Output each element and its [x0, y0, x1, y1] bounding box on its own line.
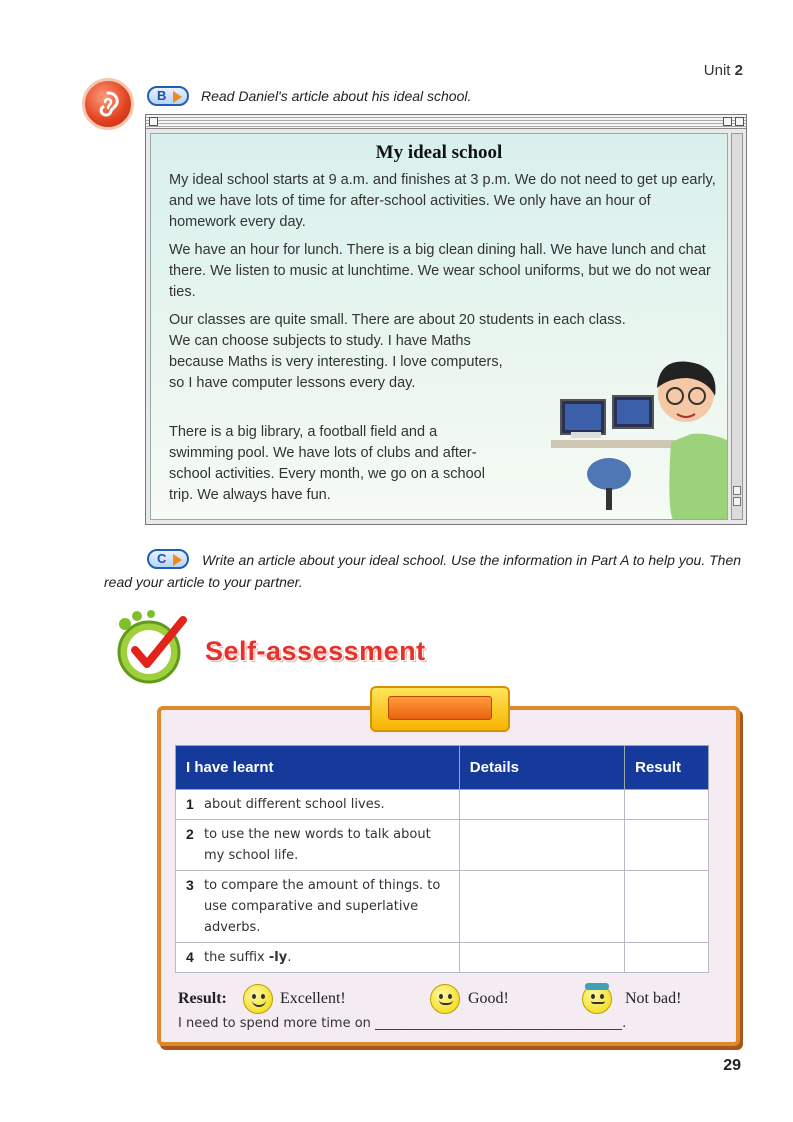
- self-assessment-table: [175, 745, 709, 973]
- page-number: 29: [723, 1057, 741, 1074]
- part-c-instruction: [104, 549, 749, 593]
- result-label: Result:: [178, 990, 227, 1007]
- close-box-icon[interactable]: [149, 117, 158, 126]
- window-titlebar: [146, 115, 746, 129]
- result-cell[interactable]: [625, 820, 709, 871]
- scroll-down-arrow-icon[interactable]: [733, 497, 741, 506]
- scroll-up-arrow-icon[interactable]: [733, 486, 741, 495]
- table-header-row: [176, 746, 709, 790]
- table-row: [176, 790, 709, 820]
- table-row: [176, 820, 709, 871]
- table-row: [176, 871, 709, 943]
- article-paragraph: We can choose subjects to study. I have Maths because Maths is very interesting. I love computers, so I have computer lessons every day.: [169, 333, 503, 391]
- rating-good: Good!: [468, 990, 509, 1007]
- article-paragraph: There is a big library, a football field and a swimming pool. We have lots of clubs and after-school activities. Every month, we go on a school trip. We always have fun.: [169, 424, 485, 503]
- header-details: Details: [459, 746, 624, 790]
- not-bad-face-icon[interactable]: [582, 984, 612, 1014]
- part-b-instruction: Read Daniel's article about his ideal school.: [201, 88, 472, 104]
- header-result: Result: [625, 746, 709, 790]
- part-c-instruction-text: Write an article about your ideal school. Use the information in Part A to help you. Then read your article to your partner.: [104, 552, 742, 590]
- details-cell[interactable]: [459, 871, 624, 943]
- article-content: [150, 133, 728, 520]
- details-cell[interactable]: [459, 820, 624, 871]
- zoom-box-icon[interactable]: [723, 117, 732, 126]
- checkmark-circle-icon: [111, 610, 193, 686]
- table-row: [176, 943, 709, 973]
- article-paragraph: My ideal school starts at 9 a.m. and finishes at 3 p.m. We do not need to get up early, and we have lots of time for after-school activities. We only have an hour of homework every day.: [169, 172, 716, 230]
- unit-label: [704, 62, 743, 79]
- unit-word: Unit: [703, 62, 731, 79]
- result-cell[interactable]: [625, 871, 709, 943]
- vertical-scrollbar[interactable]: [731, 133, 743, 520]
- part-b-letter: B: [157, 88, 167, 103]
- learnt-cell: 4 the suffix -ly.: [176, 943, 460, 973]
- result-cell[interactable]: [625, 790, 709, 820]
- learnt-cell: 2 to use the new words to talk about my school life.: [176, 820, 460, 871]
- header-i-have-learnt: I have learnt: [176, 746, 460, 790]
- fill-in-blank[interactable]: ______________________________________.: [375, 1016, 627, 1031]
- spend-more-time-line: I need to spend more time on ______________________________________.: [178, 1016, 627, 1031]
- play-arrow-icon: [173, 91, 182, 103]
- details-cell[interactable]: [459, 943, 624, 973]
- learnt-cell: 1 about different school lives.: [176, 790, 460, 820]
- details-cell[interactable]: [459, 790, 624, 820]
- collapse-box-icon[interactable]: [735, 117, 744, 126]
- rating-excellent: Excellent!: [280, 990, 346, 1007]
- rating-not-bad: Not bad!: [625, 990, 682, 1007]
- result-cell[interactable]: [625, 943, 709, 973]
- article-title: My ideal school: [375, 142, 503, 163]
- article-paragraph: We have an hour for lunch. There is a big clean dining hall. We have lunch and chat there. We listen to music at lunchtime. We wear school uniforms, but we do not wear ties.: [169, 242, 711, 300]
- unit-number: 2: [734, 62, 743, 79]
- board-clip: [370, 686, 510, 732]
- listening-ear-icon: [82, 78, 134, 130]
- daniel-at-computers-illustration: [551, 322, 728, 520]
- part-b-badge: [147, 86, 189, 106]
- part-c-letter: C: [157, 551, 167, 566]
- excellent-face-icon[interactable]: [243, 984, 273, 1014]
- learnt-cell: 3 to compare the amount of things. to use comparative and superlative adverbs.: [176, 871, 460, 943]
- article-paragraph: Our classes are quite small. There are about 20 students in each class.: [169, 312, 626, 328]
- self-assessment-heading: Self-assessment: [205, 636, 426, 666]
- article-window: [145, 114, 747, 525]
- good-face-icon[interactable]: [430, 984, 460, 1014]
